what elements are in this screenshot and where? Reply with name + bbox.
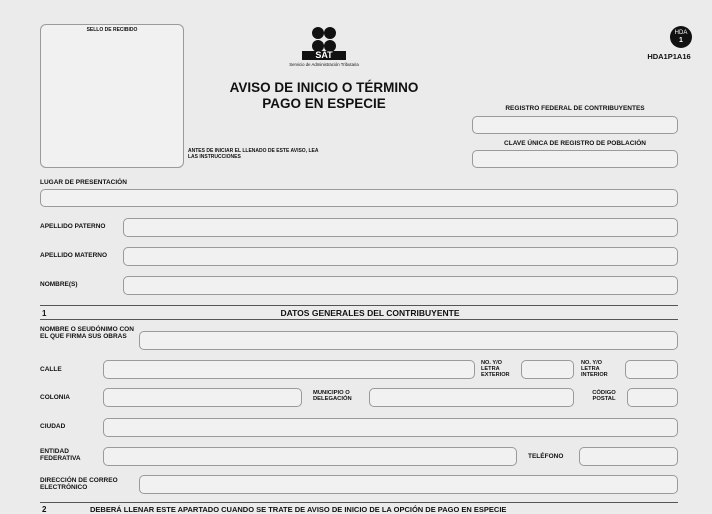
no-exterior-field[interactable] <box>521 360 574 379</box>
calle-label: CALLE <box>40 366 62 373</box>
municipio-label: MUNICIPIO O DELEGACIÓN <box>313 390 352 402</box>
no-exterior-label: NO. Y/O LETRA EXTERIOR <box>481 360 510 378</box>
correo-field[interactable] <box>139 475 678 494</box>
curp-label: CLAVE ÚNICA DE REGISTRO DE POBLACIÓN <box>504 140 646 147</box>
apellido-paterno-field[interactable] <box>123 218 678 237</box>
calle-field[interactable] <box>103 360 475 379</box>
correo-label: DIRECCIÓN DE CORREO ELECTRÓNICO <box>40 477 118 491</box>
entidad-federativa-label: ENTIDAD FEDERATIVA <box>40 448 81 462</box>
lugar-presentacion-label: LUGAR DE PRESENTACIÓN <box>40 179 127 186</box>
municipio-field[interactable] <box>369 388 574 407</box>
apellido-materno-field[interactable] <box>123 247 678 266</box>
section1-top-rule <box>40 305 678 306</box>
codigo-postal-field[interactable] <box>627 388 678 407</box>
hda-badge <box>670 26 692 48</box>
apellido-materno-label: APELLIDO MATERNO <box>40 252 108 259</box>
form-title-line2: PAGO EN ESPECIE <box>262 96 386 111</box>
rfc-label: REGISTRO FEDERAL DE CONTRIBUYENTES <box>505 105 645 112</box>
instructions-note: ANTES DE INICIAR EL LLENADO DE ESTE AVISO, LEA LAS INSTRUCCIONES <box>188 148 319 160</box>
ciudad-field[interactable] <box>103 418 678 437</box>
form-title-line1: AVISO DE INICIO O TÉRMINO <box>229 80 419 95</box>
entidad-federativa-field[interactable] <box>103 447 517 466</box>
nombres-label: NOMBRE(S) <box>40 281 78 288</box>
telefono-label: TELÉFONO <box>528 453 564 460</box>
rfc-field[interactable] <box>472 116 678 134</box>
curp-field[interactable] <box>472 150 678 168</box>
section2-number: 2 <box>42 505 47 514</box>
form-code: HDA1P1A16 <box>647 52 691 61</box>
apellido-paterno-label: APELLIDO PATERNO <box>40 223 106 230</box>
codigo-postal-label: CÓDIGO POSTAL <box>592 390 616 402</box>
sello-recibido-label: SELLO DE RECIBIDO <box>86 27 138 33</box>
section2-top-rule <box>40 502 678 503</box>
section1-title: DATOS GENERALES DEL CONTRIBUYENTE <box>280 308 460 318</box>
nombres-field[interactable] <box>123 276 678 295</box>
nombre-seudonimo-field[interactable] <box>139 331 678 350</box>
nombre-seudonimo-label: NOMBRE O SEUDÓNIMO CON EL QUE FIRMA SUS OBRAS <box>40 326 134 340</box>
telefono-field[interactable] <box>579 447 678 466</box>
hda-badge-text: HDA <box>674 30 688 36</box>
section1-bottom-rule <box>40 319 678 320</box>
lugar-presentacion-field[interactable] <box>40 189 678 207</box>
colonia-field[interactable] <box>103 388 302 407</box>
section2-title: DEBERÁ LLENAR ESTE APARTADO CUANDO SE TRATE DE AVISO DE INICIO DE LA OPCIÓN DE PAGO EN ESPECIE <box>90 505 507 514</box>
sat-logo-text: SAT <box>315 50 333 60</box>
no-interior-field[interactable] <box>625 360 678 379</box>
hda-badge-number: 1 <box>679 37 683 44</box>
section1-number: 1 <box>42 309 47 318</box>
sello-recibido-box <box>40 24 184 168</box>
ciudad-label: CIUDAD <box>40 423 66 430</box>
sat-logo <box>289 26 359 76</box>
no-interior-label: NO. Y/O LETRA INTERIOR <box>581 360 608 378</box>
colonia-label: COLONIA <box>40 394 70 401</box>
sat-logo-subtitle: Servicio de Administración Tributaria <box>289 62 359 67</box>
